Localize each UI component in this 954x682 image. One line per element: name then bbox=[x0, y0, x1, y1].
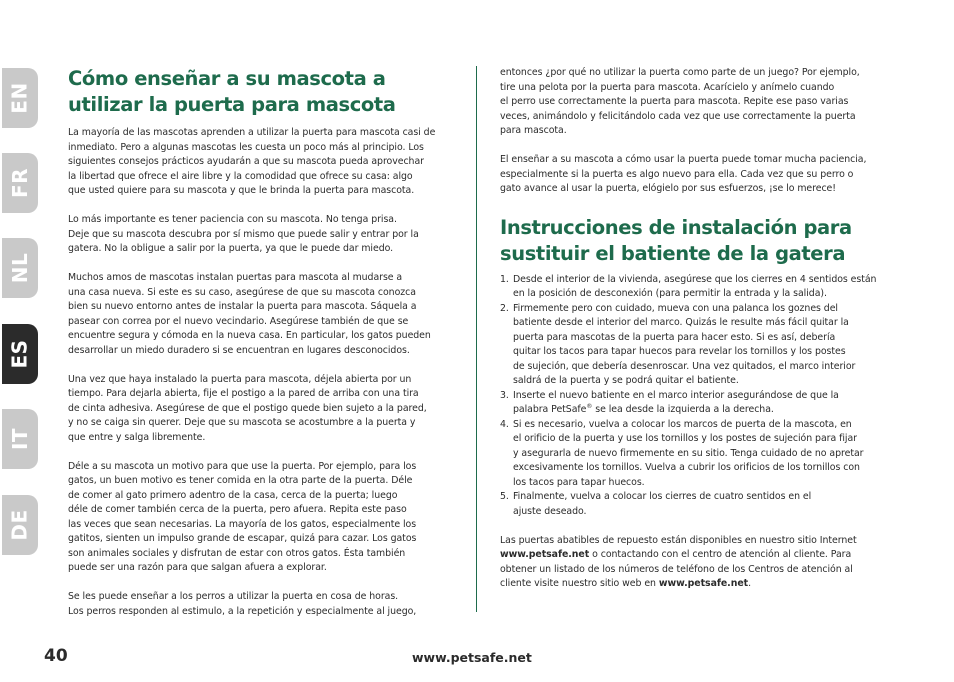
tab-es-label: ES bbox=[7, 339, 32, 369]
closing-text: . bbox=[748, 578, 751, 589]
registered-mark: ® bbox=[586, 402, 593, 410]
closing-text: Las puertas abatibles de repuesto están disponibles en nuestro sitio Internet bbox=[500, 534, 857, 546]
tab-es[interactable] bbox=[2, 324, 38, 384]
training-heading: Cómo enseñar a su mascota a utilizar la puerta para mascota bbox=[68, 67, 396, 116]
step-item bbox=[500, 389, 892, 418]
footer-url: www.petsafe.net bbox=[412, 650, 532, 665]
left-paragraph-3: Muchos amos de mascotas instalan puertas para mascota al mudarse a una casa nueva. Si este es su caso, asegúrese de que su mascota conozca bien su nuevo entorno antes de instalar la puerta para mascota. Sáquela a pasear con correa por el nuevo vecindario. Asegúrese también de que se encuentre segura y cómoda en la nueva casa. En particular, los gatos pueden desarrollar un miedo duradero si se encuentran en lugares desconocidos. bbox=[68, 272, 431, 356]
step-text: Si es necesario, vuelva a colocar los marcos de puerta de la mascota, en el orificio de la puerta y use los tornillos y los postes de sujeción para fijar y asegurarla de nuevo firmemente en su sitio. Tenga cuidado de no apretar excesivamente los tornillos. Vuelva a cubrir los orificios de los tornillos con los tacos para tapar huecos. bbox=[513, 418, 864, 488]
closing-paragraph bbox=[500, 534, 892, 592]
left-paragraph-1: La mayoría de las mascotas aprenden a utilizar la puerta para mascota casi de inmediato. Pero a algunas mascotas les cuesta un poco más al principio. Los siguientes consejos prácticos ayudarán a que su mascota pueda aprovechar la libertad que ofrece el aire libre y la comodidad que ofrece su casa: algo que usted quiere para su mascota y que le brinda la puerta para mascota. bbox=[68, 127, 436, 196]
step-item bbox=[500, 418, 892, 491]
step-item bbox=[500, 490, 892, 519]
step-text: Inserte el nuevo batiente en el marco interior asegurándose de que la palabra PetSafe bbox=[513, 389, 839, 415]
right-paragraph-1: entonces ¿por qué no utilizar la puerta como parte de un juego? Por ejemplo, tire una pelota por la puerta para mascota. Acarícielo y anímelo cuando el perro use correctamente la puerta para mascota. Repite ese paso varias veces, animándolo y felicitándolo cada vez que use correctamente la puerta para mascota. bbox=[500, 67, 860, 136]
left-paragraph-4: Una vez que haya instalado la puerta para mascota, déjela abierta por un tiempo. Para dejarla abierta, fije el postigo a la pared de arriba con una tira de cinta adhesiva. Asegúrese de que el postigo quede bien sujeto a la pared, y no se caiga sin querer. Deje que su mascota se acostumbre a la puerta y que entre y salga libremente. bbox=[68, 373, 427, 443]
step-text: Firmemente pero con cuidado, mueva con una palanca los goznes del batiente desde el interior del marco. Quizás le resulte más fácil quitar la puerta para mascotas de la puerta para hacer esto. Si es así, debería quitar los tacos para tapar huecos para revelar los tornillos y los postes de sujeción, que debería desenroscar. Una vez quitados, el marco interior saldrá de la puerta y se podrá quitar el batiente. bbox=[513, 302, 856, 386]
website-link[interactable]: www.petsafe.net bbox=[658, 578, 749, 589]
website-link[interactable]: www.petsafe.net bbox=[500, 549, 590, 560]
tab-de-label: DE bbox=[7, 509, 32, 541]
left-paragraph-6: Se les puede enseñar a los perros a utilizar la puerta en cosa de horas. Los perros responden al estimulo, a la repetición y especialmente al juego, bbox=[68, 591, 417, 617]
right-column bbox=[500, 66, 892, 592]
step-number: 4. bbox=[500, 418, 509, 430]
tab-it-label: IT bbox=[8, 427, 32, 451]
installation-heading: Instrucciones de instalación para sustituir el batiente de la gatera bbox=[500, 215, 852, 265]
tab-en[interactable] bbox=[2, 68, 38, 128]
page-number: 40 bbox=[44, 646, 68, 666]
tab-fr-label: FR bbox=[8, 167, 32, 199]
step-item bbox=[500, 273, 892, 302]
installation-steps bbox=[500, 273, 892, 520]
step-text: Desde el interior de la vivienda, asegúrese que los cierres en 4 sentidos están en la posición de desconexión (para permitir la entrada y la salida). bbox=[513, 273, 877, 299]
left-column bbox=[68, 66, 460, 619]
step-number: 3. bbox=[500, 389, 509, 401]
tab-fr[interactable] bbox=[2, 153, 38, 213]
step-number: 5. bbox=[500, 491, 509, 502]
left-paragraph-5: Déle a su mascota un motivo para que use la puerta. Por ejemplo, para los gatos, un buen motivo es tener comida en la otra parte de la puerta. Déle de comer al gato primero adentro de la casa, cerca de la puerta; luego déle de comer también cerca de la puerta, pero afuera. Repita este paso las veces que sean necesarias. La mayoría de los gatos, especialmente los gatitos, sienten un impulso grande de escapar, quizá para cazar. Los gatos son animales sociales y disfrutan de estar con otros gatos. Ésta también puede ser una razón para que salgan afuera a explorar. bbox=[68, 460, 417, 573]
column-divider bbox=[476, 66, 477, 612]
step-text: Finalmente, vuelva a colocar los cierres de cuatro sentidos en el ajuste deseado. bbox=[513, 491, 812, 517]
closing-text: o contactando con el centro de atención al cliente. Para obtener un listado de los números de teléfono de los Centros de atención al cliente visite nuestro sitio web en bbox=[500, 549, 853, 589]
step-item bbox=[500, 302, 892, 389]
step-text: se lea desde la izquierda a la derecha. bbox=[592, 404, 774, 415]
tab-nl[interactable] bbox=[2, 238, 38, 298]
step-number: 2. bbox=[500, 302, 509, 314]
tab-de[interactable] bbox=[2, 495, 38, 555]
right-paragraph-2: El enseñar a su mascota a cómo usar la puerta puede tomar mucha paciencia, especialmente si la puerta es algo nuevo para ella. Cada vez que su perro o gato avance al usar la puerta, elógielo por sus esfuerzos, ¡se lo merece! bbox=[500, 154, 867, 194]
tab-en-label: EN bbox=[8, 82, 32, 114]
left-paragraph-2: Lo más importante es tener paciencia con su mascota. No tenga prisa. Deje que su mascota descubra por sí mismo que puede salir y entrar por la gatera. No la obligue a salir por la puerta, ya que le puede dar miedo. bbox=[68, 214, 419, 254]
tab-nl-label: NL bbox=[7, 252, 32, 284]
step-number: 1. bbox=[500, 273, 509, 285]
tab-it[interactable] bbox=[2, 409, 38, 469]
